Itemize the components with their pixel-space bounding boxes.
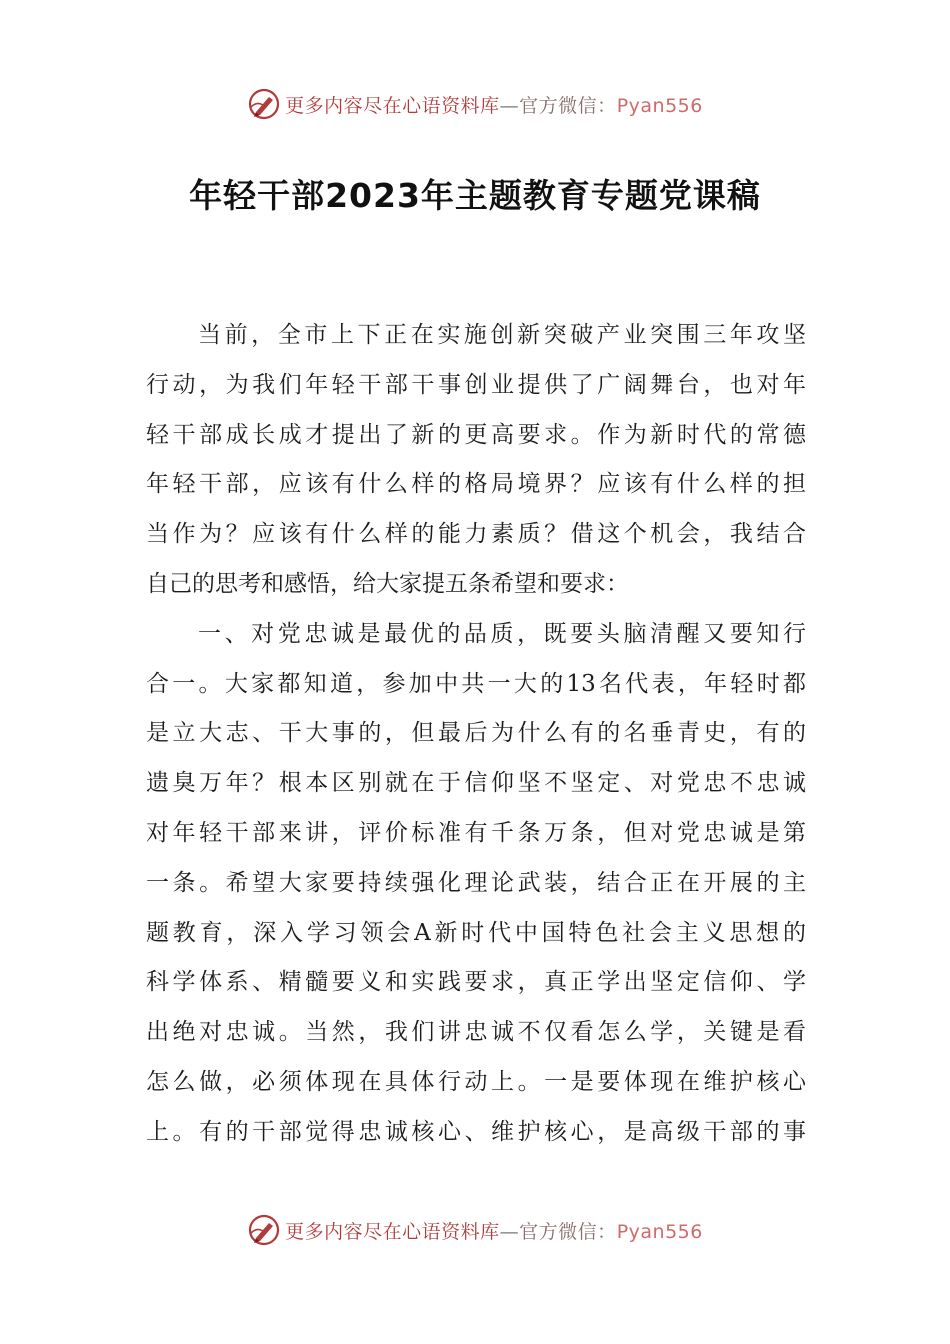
text-line: 自己的思考和感悟，给大家提五条希望和要求： [146,570,629,597]
watermark-separator: — [499,1220,520,1243]
watermark-wechat-id: Pyan556 [616,94,703,117]
document-title: 年轻干部2023年主题教育专题党课稿 [189,176,761,215]
text-line: 对年轻干部来讲，评价标准有千条万条，但对党忠诚是第 [146,819,806,846]
text-line: 当作为？应该有什么样的能力素质？借这个机会，我结合 [146,521,806,548]
text-line: 一条。希望大家要持续强化理论武装，结合正在开展的主 [146,869,806,896]
text-line: 上。有的干部觉得忠诚核心、维护核心，是高级干部的事 [146,1118,806,1145]
text-line: 轻干部成长成才提出了新的更高要求。作为新时代的常德 [146,421,806,448]
header-watermark [0,84,950,124]
text-line: 一、对党忠诚是最优的品质，既要头脑清醒又要知行 [198,620,806,647]
watermark-label: 官方微信： [519,94,617,117]
text-line: 当前，全市上下正在实施创新突破产业突围三年攻坚 [198,322,806,348]
watermark-brand: 更多内容尽在心语资料库 [285,1220,500,1243]
text-line: 出绝对忠诚。当然，我们讲忠诚不仅看怎么学，关键是看 [146,1019,806,1046]
watermark-text [285,91,703,118]
text-line: 怎么做，必须体现在具体行动上。一是要体现在维护核心 [146,1068,806,1095]
text-line: 题教育，深入学习领会A新时代中国特色社会主义思想的 [146,919,806,946]
pen-logo-icon [247,87,281,121]
watermark-wechat-id: Pyan556 [616,1220,703,1243]
text-line: 科学体系、精髓要义和实践要求，真正学出坚定信仰、学 [146,969,806,996]
pen-logo-icon [247,1213,281,1247]
watermark-separator: — [499,94,520,117]
text-line: 合一。大家都知道，参加中共一大的13名代表，年轻时都 [146,670,806,697]
watermark-brand: 更多内容尽在心语资料库 [285,94,500,117]
text-line: 是立大志、干大事的，但最后为什么有的名垂青史，有的 [146,720,806,747]
document-body [146,311,806,1158]
watermark-label: 官方微信： [519,1220,617,1243]
footer-watermark [0,1210,950,1250]
text-line: 年轻干部，应该有什么样的格局境界？应该有什么样的担 [146,471,806,498]
watermark-text [285,1217,703,1244]
text-line: 遗臭万年？根本区别就在于信仰坚不坚定、对党忠不忠诚 [146,770,806,797]
text-line: 行动，为我们年轻干部干事创业提供了广阔舞台，也对年 [146,371,806,398]
